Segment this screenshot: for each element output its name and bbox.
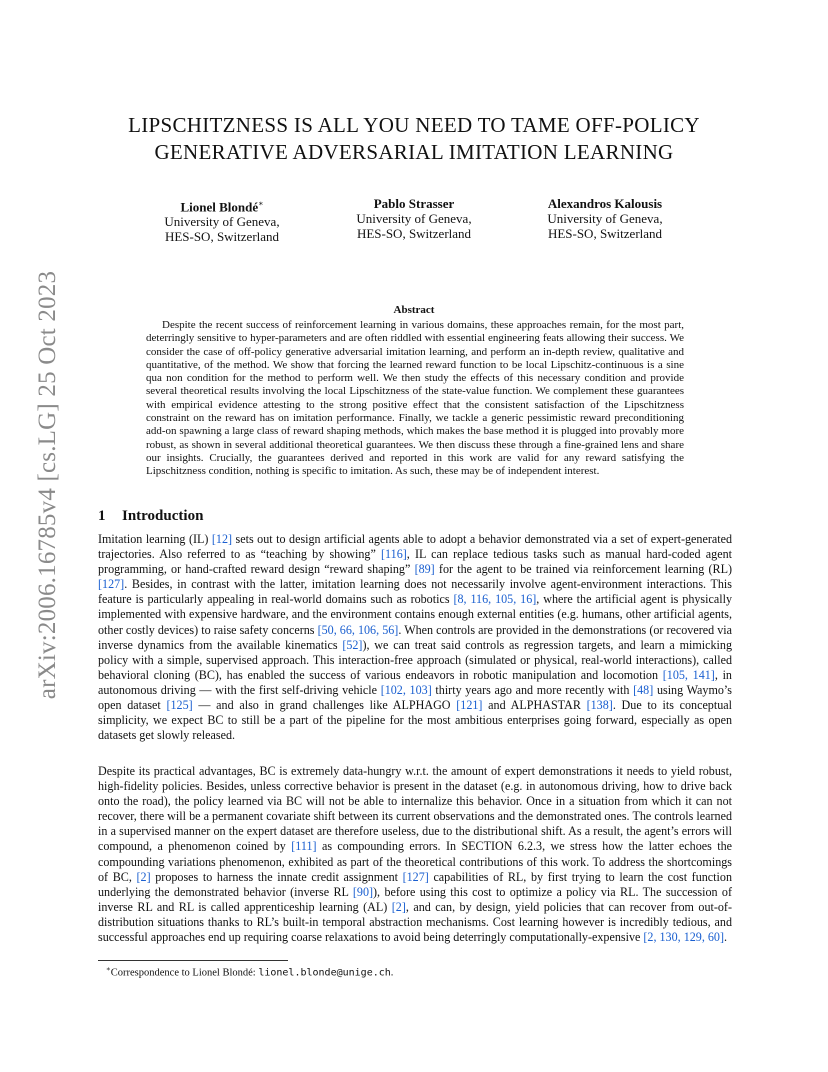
citation-link[interactable]: [102, 103]	[380, 682, 432, 697]
footnote-end: .	[390, 967, 394, 979]
footnote-marker: ∗	[106, 965, 111, 973]
citation-link[interactable]: [50, 66, 106, 56]	[317, 622, 399, 637]
paper-title	[98, 112, 730, 166]
footnote-email-link[interactable]: lionel.blonde@unige.ch	[258, 967, 391, 979]
section-number: 1	[98, 508, 106, 524]
author-name: Lionel Blondé∗	[180, 199, 264, 215]
author-name: Alexandros Kalousis	[547, 196, 663, 211]
citation-link[interactable]: [125]	[166, 698, 193, 713]
author-3	[510, 196, 700, 241]
intro-paragraph-2: Despite its practical advantages, BC is extremely data-hungry w.r.t. the amount of expert demonstrations it needs to yield robust, high-fidelity policies. Besides, unless corrective behavior is present in the dataset (e.g. in autonomous driving, how to drive back onto the road), the policy learned via BC will not be able to internalize this behavior. Once in a situation from which it can not recover, there will be a permanent covariate shift between its current observations and the demonstrated ones. The controls learned in a supervised manner on the expert dataset are therefore useless, due to the distributional shift. As a result, the agent’s errors will compound, a phenomenon coined by [111] as compounding errors. In SECTION 6.2.3, we stress how the latter echoes the compounding variations phenomenon, exhibited as part of the theoretical contributions of this work. To address the shortcomings of BC, [2] proposes to harness the innate credit assignment [127] capabilities of RL, by first trying to learn the cost function underlying the demonstrated behavior (inverse RL [90]), before using this cost to optimize a policy via RL. The succession of inverse RL and RL is called apprenticeship learning (AL) [2], and can, by design, yield policies that can recover from out-of-distribution situations thanks to RL’s built-in temporal abstraction mechanisms. Cost learning however is incredibly tedious, and successful approaches end up requiring coarse relaxations to avoid being deterringly computationally-expensive [2, 130, 129, 60].	[98, 764, 733, 945]
author-name: Pablo Strasser	[373, 196, 455, 211]
abstract-heading: Abstract	[393, 304, 435, 316]
citation-link[interactable]: [52]	[342, 637, 363, 652]
author-2	[319, 196, 509, 241]
citation-link[interactable]: [116]	[381, 547, 407, 562]
citation-link[interactable]: [111]	[291, 839, 317, 854]
abstract-text: Despite the recent success of reinforcement learning in various domains, these approaches remain, for the most part, deterringly sensitive to hyper-parameters and are often riddled with essential engineering feats allowing their success. We consider the case of off-policy generative adversarial imitation learning, and perform an in-depth review, qualitative and quantitative, of the method. We show that forcing the learned reward function to be local Lipschitz-continuous is a sine qua non condition for the method to perform well. We then study the effects of this necessary condition and provide several theoretical results involving the local Lipschitzness of the state-value function. We complement these guarantees with empirical evidence attesting to the strong positive effect that the consistent satisfaction of the Lipschitzness constraint on the reward has on imitation performance. Finally, we tackle a generic pessimistic reward preconditioning add-on spawning a large class of reward shaping methods, which makes the base method it is plugged into provably more robust, as shown in several additional theoretical guarantees. We then discuss these through a fine-grained lens and share our insights. Crucially, the guarantees derived and reported in this work are valid for any reward satisfying the Lipschitzness condition, nothing is specific to imitation. As such, these may be of independent interest.	[146, 319, 684, 478]
arxiv-identifier: arXiv:2006.16785v4 [cs.LG] 25 Oct 2023	[34, 270, 61, 700]
citation-link[interactable]: [2]	[136, 869, 151, 884]
author-affiliation: HES-SO, Switzerland	[547, 226, 663, 241]
title-line-1: LIPSCHITZNESS IS ALL YOU NEED TO TAME OFF-POLICY	[128, 113, 700, 137]
author-footnote-marker: ∗	[258, 199, 264, 208]
author-affiliation: University of Geneva,	[547, 211, 663, 226]
section-heading	[98, 508, 203, 525]
intro-paragraph-1: Imitation learning (IL) [12] sets out to design artificial agents able to adopt a behavior demonstrated via a set of expert-generated trajectories. Also referred to as “teaching by showing” [116], IL can replace tedious tasks such as manual hard-coded agent programming, or hand-crafted reward design “reward shaping” [89] for the agent to be trained via reinforcement learning (RL) [127]. Besides, in contrast with the latter, imitation learning does not necessarily involve agent-environment interactions. This feature is particularly appealing in real-world domains such as robotics [8, 116, 105, 16], where the artificial agent is physically implemented with expensive hardware, and the environment contains enough external entities (e.g. humans, other artificial agents, other costly devices) to raise safety concerns [50, 66, 106, 56]. When controls are provided in the demonstrations (or recovered via inverse dynamics from the available kinematics [52]), we can treat said controls as regression targets, and learn a mimicking policy with a simple, supervised approach. This interaction-free approach (simulated or physical, real-world interactions), called behavioral cloning (BC), has enabled the success of various endeavors in robotic manipulation and locomotion [105, 141], in autonomous driving — with the first self-driving vehicle [102, 103] thirty years ago and more recently with [48] using Waymo’s open dataset [125] — and also in grand challenges like ALPHAGO [121] and ALPHASTAR [138]. Due to its conceptual simplicity, we expect BC to still be a part of the pipeline for the most ambitious enterprises going forward, especially as open datasets get slowly released.	[98, 532, 733, 743]
citation-link[interactable]: [48]	[633, 682, 654, 697]
author-1	[127, 196, 317, 244]
footnote-text: Correspondence to Lionel Blondé:	[110, 967, 259, 979]
author-affiliation: HES-SO, Switzerland	[164, 229, 280, 245]
citation-link[interactable]: [127]	[98, 577, 125, 592]
citation-link[interactable]: [138]	[586, 698, 613, 713]
author-affiliation: HES-SO, Switzerland	[356, 226, 472, 241]
title-line-2: GENERATIVE ADVERSARIAL IMITATION LEARNING	[154, 140, 674, 164]
arxiv-sidebar	[30, 270, 66, 700]
citation-link[interactable]: [121]	[456, 698, 483, 713]
footnote-rule	[98, 960, 288, 961]
citation-link[interactable]: [8, 116, 105, 16]	[453, 592, 537, 607]
citation-link[interactable]: [12]	[211, 532, 233, 546]
footnote	[106, 963, 393, 980]
citation-link[interactable]: [90]	[352, 884, 374, 899]
author-affiliation: University of Geneva,	[164, 214, 280, 230]
citation-link[interactable]: [89]	[414, 562, 435, 577]
author-affiliation: University of Geneva,	[356, 211, 472, 226]
citation-link[interactable]: [2]	[391, 899, 406, 914]
section-title: Introduction	[122, 508, 204, 524]
citation-link[interactable]: [105, 141]	[662, 667, 715, 682]
citation-link[interactable]: [2, 130, 129, 60]	[643, 930, 725, 945]
citation-link[interactable]: [127]	[402, 869, 429, 884]
